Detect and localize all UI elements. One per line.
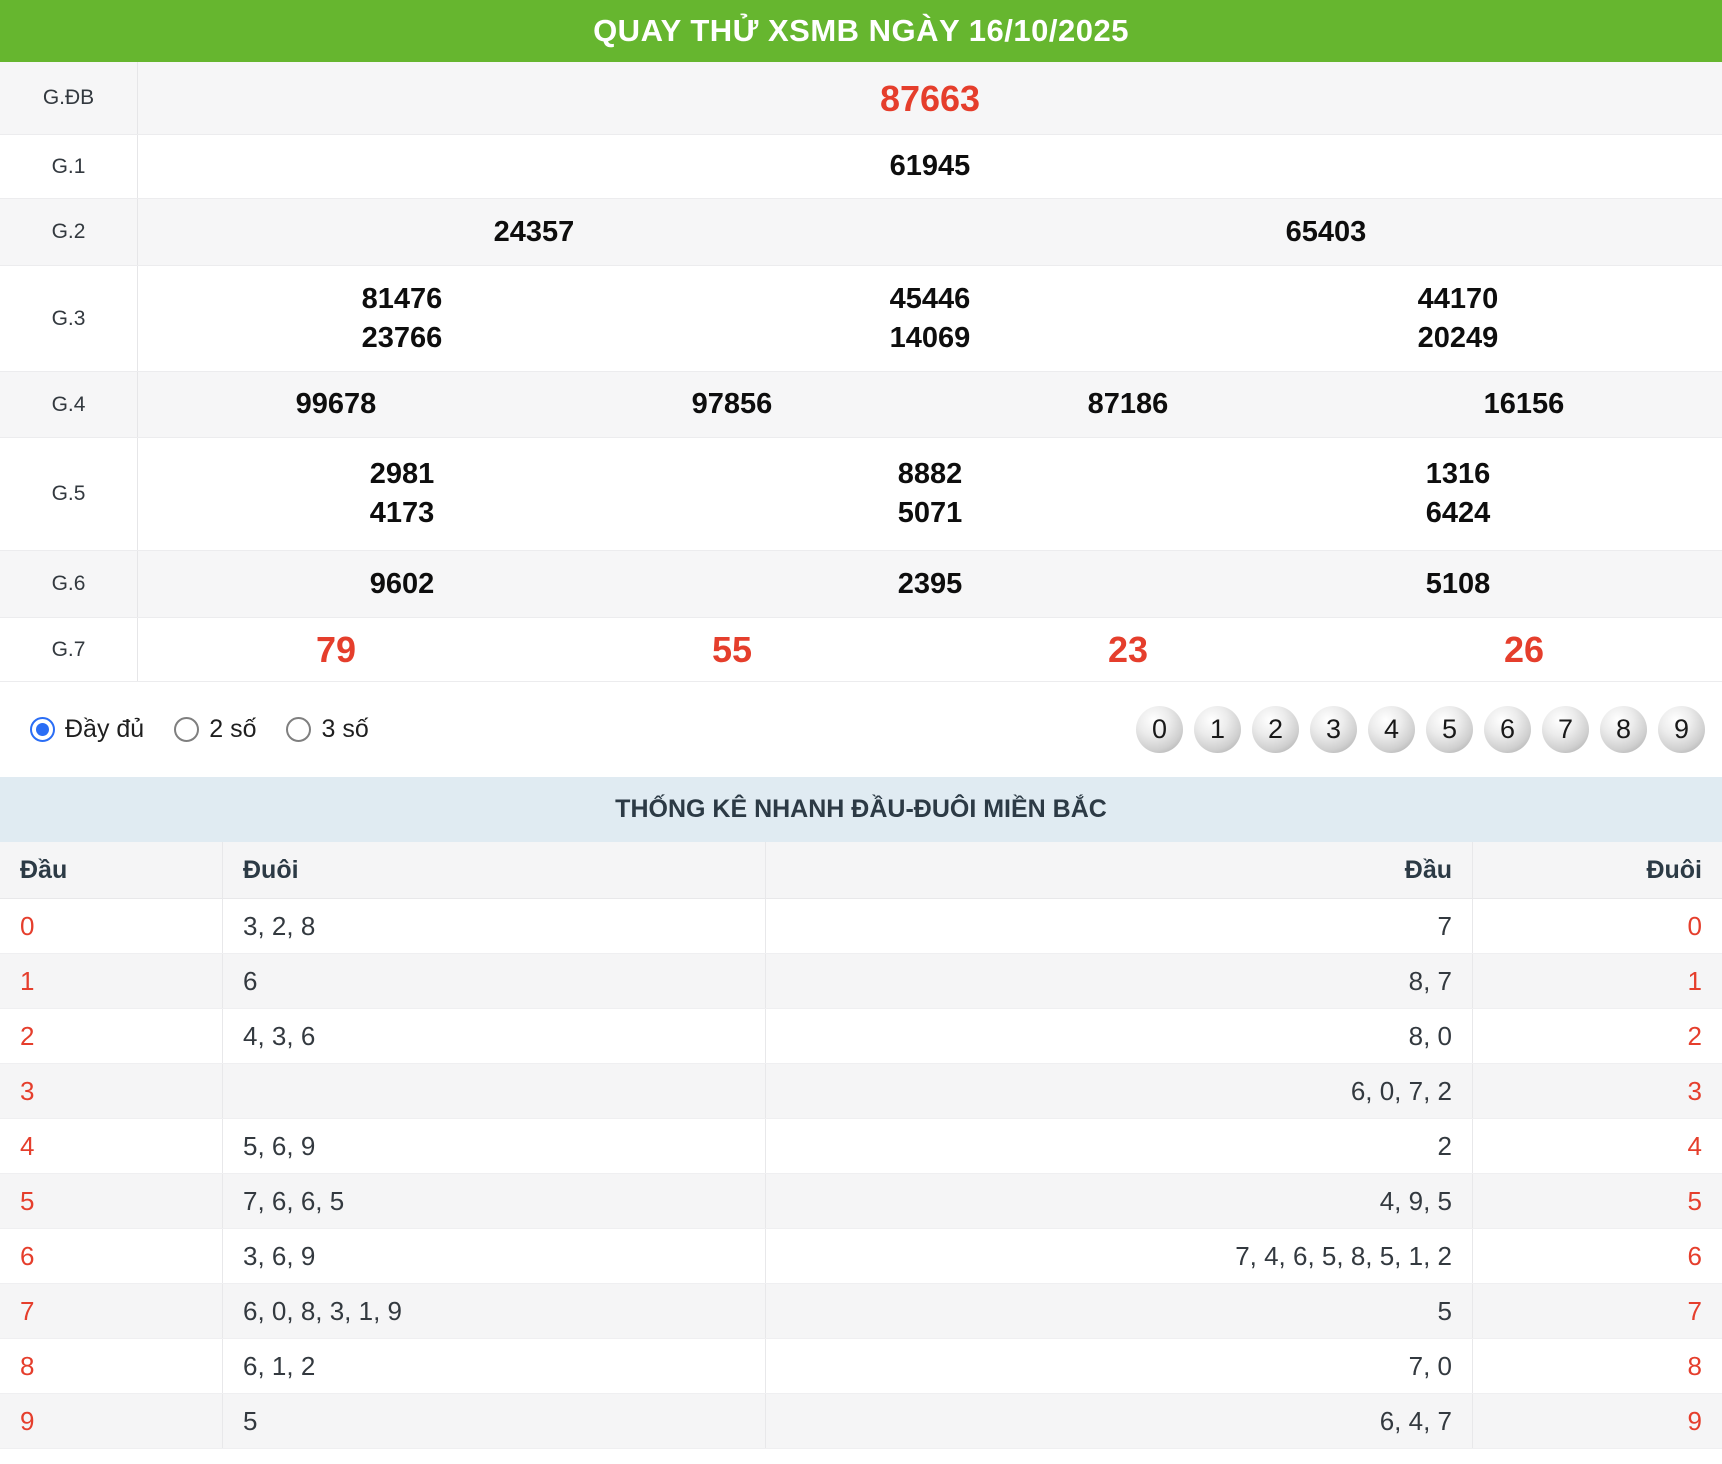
stats-duoi-right-cell: 5: [1687, 1185, 1702, 1216]
stats-duoi-right-cell: 7: [1687, 1295, 1702, 1326]
stats-row: [0, 1229, 1722, 1284]
prize-number: 26: [1503, 629, 1545, 670]
stats-duoi-values-cell: 4, 3, 6: [223, 1009, 766, 1063]
prize-line: [138, 565, 1722, 604]
prize-row: [0, 551, 1722, 618]
stats-duoi-values-cell: [223, 1064, 766, 1118]
stats-dau-left-cell: 6: [0, 1229, 223, 1283]
stats-row: [0, 1009, 1722, 1064]
stats-duoi-right-cell: 1: [1687, 965, 1702, 996]
prize-number: 81476: [361, 282, 443, 315]
prize-number: 5071: [897, 497, 963, 529]
prize-numbers: [138, 618, 1722, 681]
prize-number: 9602: [369, 567, 435, 600]
prize-line: [138, 213, 1722, 252]
bottom-spacer: [0, 1449, 1722, 1459]
stats-duoi-values-cell: 3, 6, 9: [223, 1229, 766, 1283]
stats-dau-values-cell: 8, 0: [766, 1009, 1473, 1063]
prize-numbers: [138, 199, 1722, 265]
prize-numbers: [138, 438, 1722, 550]
filter-bar: [0, 682, 1722, 777]
number-ball[interactable]: 9: [1658, 706, 1705, 753]
prize-number: 5108: [1425, 567, 1491, 600]
prize-number: 4173: [369, 497, 435, 529]
stats-dau-left-cell: 8: [0, 1339, 223, 1393]
prize-number: 79: [315, 629, 357, 670]
prize-label: G.1: [0, 135, 138, 198]
stats-duoi-values-cell: 7, 6, 6, 5: [223, 1174, 766, 1228]
stats-dau-values-cell: 7: [766, 899, 1473, 953]
radio-option[interactable]: [174, 715, 256, 744]
prize-number: 24357: [493, 215, 575, 248]
radio-option-label: 2 số: [209, 715, 257, 743]
stats-dau-left-cell: 3: [0, 1064, 223, 1118]
prize-numbers: [138, 551, 1722, 617]
prize-number: 87186: [1087, 388, 1169, 420]
stats-dau-left-cell: 1: [0, 954, 223, 1008]
stats-duoi-right-cell: 3: [1687, 1075, 1702, 1106]
stats-duoi-values-cell: 5, 6, 9: [223, 1119, 766, 1173]
prize-number: 6424: [1425, 497, 1491, 529]
prize-row: [0, 199, 1722, 266]
stats-dau-left-cell: 7: [0, 1284, 223, 1338]
prize-number: 2981: [369, 458, 435, 490]
stats-dau-values-cell: 7, 4, 6, 5, 8, 5, 1, 2: [766, 1229, 1473, 1283]
prize-number: 44170: [1417, 282, 1499, 315]
prize-number: 14069: [889, 321, 971, 354]
prize-numbers: [138, 62, 1722, 134]
stats-dau-values-cell: 2: [766, 1119, 1473, 1173]
stats-header-duoi-left: Đuôi: [223, 842, 766, 898]
prize-number: 1316: [1425, 458, 1491, 490]
stats-dau-values-cell: 8, 7: [766, 954, 1473, 1008]
stats-dau-values-cell: 5: [766, 1284, 1473, 1338]
number-ball-row: [1136, 706, 1705, 753]
prize-line: [138, 280, 1722, 319]
prize-number: 97856: [691, 388, 773, 420]
prize-table: [0, 62, 1722, 682]
stats-duoi-right-cell: 2: [1687, 1020, 1702, 1051]
prize-number: 16156: [1483, 388, 1565, 420]
prize-row: [0, 62, 1722, 135]
radio-option-label: 3 số: [321, 715, 369, 743]
prize-line: [138, 627, 1722, 672]
stats-duoi-values-cell: 3, 2, 8: [223, 899, 766, 953]
stats-row: [0, 1174, 1722, 1229]
stats-duoi-right-cell: 0: [1687, 910, 1702, 941]
prize-label: G.ĐB: [0, 62, 138, 134]
number-ball[interactable]: 4: [1368, 706, 1415, 753]
prize-number: 20249: [1417, 321, 1499, 354]
prize-row: [0, 438, 1722, 551]
stats-duoi-right-cell: 9: [1687, 1405, 1702, 1436]
stats-duoi-right-cell: 4: [1687, 1130, 1702, 1161]
stats-duoi-values-cell: 6, 1, 2: [223, 1339, 766, 1393]
number-ball[interactable]: 3: [1310, 706, 1357, 753]
number-ball[interactable]: 1: [1194, 706, 1241, 753]
prize-line: [138, 385, 1722, 424]
prize-line: [138, 494, 1722, 533]
stats-title: THỐNG KÊ NHANH ĐẦU-ĐUÔI MIỀN BẮC: [615, 795, 1107, 823]
stats-dau-left-cell: 9: [0, 1394, 223, 1448]
stats-title-bar: [0, 777, 1722, 842]
number-ball[interactable]: 6: [1484, 706, 1531, 753]
radio-option[interactable]: [30, 715, 144, 744]
stats-dau-values-cell: 4, 9, 5: [766, 1174, 1473, 1228]
prize-number: 87663: [879, 77, 981, 119]
stats-duoi-values-cell: 6, 0, 8, 3, 1, 9: [223, 1284, 766, 1338]
prize-label: G.2: [0, 199, 138, 265]
stats-row: [0, 1339, 1722, 1394]
prize-numbers: [138, 135, 1722, 198]
prize-number: 65403: [1285, 215, 1367, 248]
prize-number: 55: [711, 629, 753, 670]
stats-duoi-right-cell: 6: [1687, 1240, 1702, 1271]
number-ball[interactable]: 0: [1136, 706, 1183, 753]
stats-row: [0, 899, 1722, 954]
stats-header-dau-left: Đầu: [0, 842, 223, 898]
prize-numbers: [138, 266, 1722, 371]
number-ball[interactable]: 5: [1426, 706, 1473, 753]
stats-table: [0, 899, 1722, 1449]
digit-display-radio-group: [30, 715, 369, 744]
prize-line: [138, 319, 1722, 358]
number-ball[interactable]: 7: [1542, 706, 1589, 753]
prize-number: 45446: [889, 282, 971, 315]
prize-label: G.7: [0, 618, 138, 681]
stats-dau-left-cell: 2: [0, 1009, 223, 1063]
number-ball[interactable]: 8: [1600, 706, 1647, 753]
prize-label: G.5: [0, 438, 138, 550]
stats-duoi-right-cell: 8: [1687, 1350, 1702, 1381]
radio-icon: [174, 717, 199, 742]
stats-dau-values-cell: 6, 4, 7: [766, 1394, 1473, 1448]
stats-header-duoi-right: Đuôi: [1646, 855, 1702, 884]
stats-dau-values-cell: 6, 0, 7, 2: [766, 1064, 1473, 1118]
radio-option-label: Đầy đủ: [65, 715, 145, 743]
stats-dau-values-cell: 7, 0: [766, 1339, 1473, 1393]
prize-line: [138, 455, 1722, 494]
stats-row: [0, 1119, 1722, 1174]
radio-option[interactable]: [286, 715, 368, 744]
prize-label: G.3: [0, 266, 138, 371]
prize-row: [0, 135, 1722, 199]
prize-row: [0, 618, 1722, 682]
prize-line: [138, 76, 1722, 121]
prize-numbers: [138, 372, 1722, 437]
stats-header-dau-right: Đầu: [766, 842, 1473, 898]
prize-label: G.6: [0, 551, 138, 617]
stats-row: [0, 1284, 1722, 1339]
prize-number: 23766: [361, 321, 443, 354]
stats-dau-left-cell: 4: [0, 1119, 223, 1173]
prize-row: [0, 372, 1722, 438]
prize-number: 61945: [889, 150, 971, 182]
page-title: QUAY THỬ XSMB NGÀY 16/10/2025: [593, 13, 1129, 48]
prize-number: 23: [1107, 629, 1149, 670]
stats-duoi-values-cell: 6: [223, 954, 766, 1008]
stats-table-header: [0, 842, 1722, 899]
prize-row: [0, 266, 1722, 372]
prize-line: [138, 147, 1722, 186]
prize-number: 99678: [295, 388, 377, 420]
prize-number: 8882: [897, 458, 963, 490]
radio-icon: [30, 717, 55, 742]
stats-dau-left-cell: 0: [0, 899, 223, 953]
prize-number: 2395: [897, 567, 963, 600]
radio-dot-icon: [36, 723, 49, 736]
stats-row: [0, 954, 1722, 1009]
stats-row: [0, 1394, 1722, 1449]
page-header: [0, 0, 1722, 62]
stats-row: [0, 1064, 1722, 1119]
stats-dau-left-cell: 5: [0, 1174, 223, 1228]
prize-label: G.4: [0, 372, 138, 437]
stats-duoi-values-cell: 5: [223, 1394, 766, 1448]
number-ball[interactable]: 2: [1252, 706, 1299, 753]
radio-icon: [286, 717, 311, 742]
